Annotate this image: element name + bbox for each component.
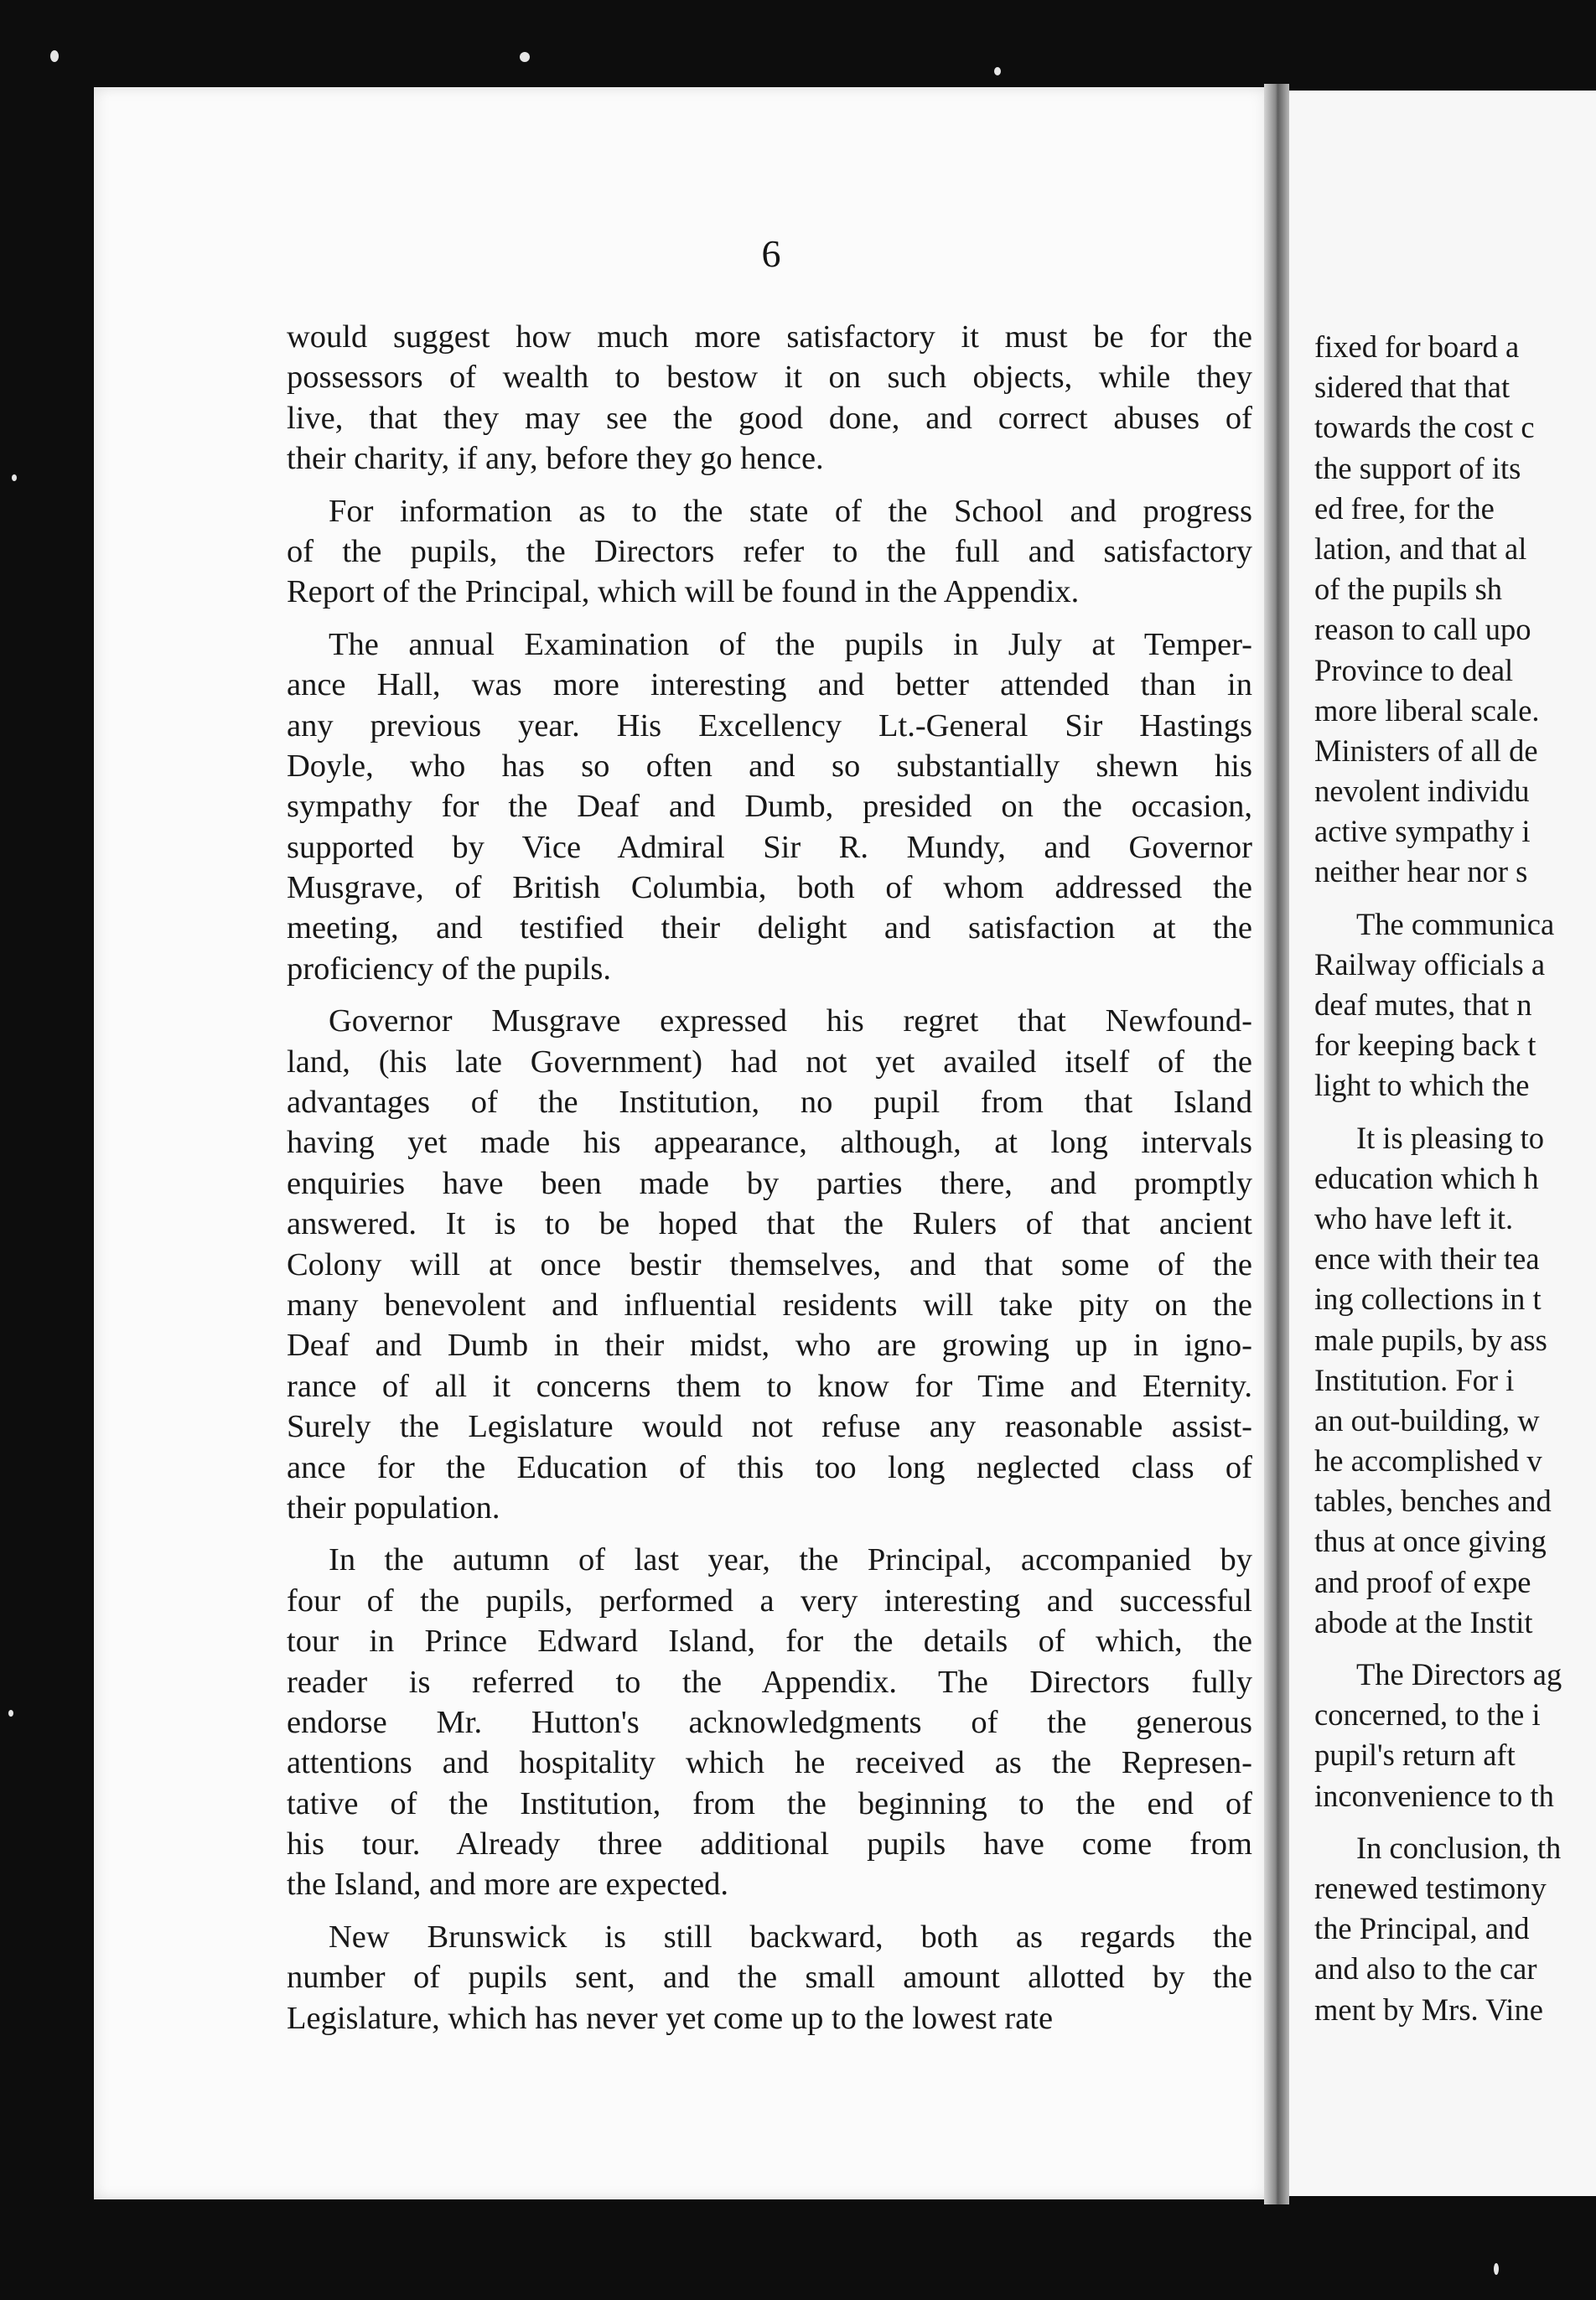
- scan-speck: [50, 50, 59, 62]
- text-line: advantages of the Institution, no pupil from that Island: [287, 1085, 1252, 1121]
- text-line: meeting, and testified their delight and satisfaction at the: [287, 910, 1252, 946]
- scan-speck: [520, 52, 530, 62]
- text-line: The communica: [1356, 906, 1555, 941]
- text-line: who have left it.: [1314, 1200, 1514, 1235]
- text-line: an out-building, w: [1314, 1402, 1540, 1438]
- text-line: land, (his late Government) had not yet availed itself of the: [287, 1044, 1252, 1080]
- text-line: answered. It is to be hoped that the Rulers of that ancient: [287, 1206, 1252, 1242]
- text-line: In conclusion, th: [1356, 1830, 1562, 1865]
- scan-speck: [994, 67, 1001, 75]
- text-line: would suggest how much more satisfactory it must be for the: [287, 319, 1252, 355]
- text-line: Deaf and Dumb in their midst, who are growing up in igno-: [287, 1328, 1252, 1364]
- text-line: renewed testimony: [1314, 1870, 1547, 1905]
- text-line: number of pupils sent, and the small amount allotted by the: [287, 1960, 1252, 1996]
- text-line: active sympathy i: [1314, 814, 1531, 849]
- text-line: pupil's return aft: [1314, 1738, 1516, 1773]
- text-line: rance of all it concerns them to know for Time and Eternity.: [287, 1368, 1252, 1404]
- text-line: Railway officials a: [1314, 946, 1546, 982]
- text-line: Report of the Principal, which will be found in the Appendix.: [287, 574, 1080, 610]
- text-line: inconvenience to th: [1314, 1778, 1554, 1813]
- text-line: New Brunswick is still backward, both as regards the: [329, 1919, 1252, 1955]
- text-line: concerned, to the i: [1314, 1697, 1541, 1733]
- text-line: It is pleasing to: [1356, 1120, 1545, 1155]
- text-line: enquiries have been made by parties there, and promptly: [287, 1165, 1252, 1201]
- text-line: supported by Vice Admiral Sir R. Mundy, and Governor: [287, 829, 1252, 865]
- text-line: For information as to the state of the School and progress: [329, 493, 1252, 529]
- text-line: ance Hall, was more interesting and better attended than in: [287, 667, 1252, 703]
- text-line: Ministers of all de: [1314, 733, 1538, 768]
- text-line: the Island, and more are expected.: [287, 1867, 728, 1903]
- right-page-text: [1314, 327, 1596, 2030]
- text-line: their charity, if any, before they go hence.: [287, 441, 824, 477]
- text-line: for keeping back t: [1314, 1028, 1536, 1063]
- text-line: sympathy for the Deaf and Dumb, presided on the occasion,: [287, 789, 1252, 825]
- text-line: lation, and that al: [1314, 531, 1527, 566]
- paragraph-gap: [287, 1905, 1252, 1917]
- text-line: any previous year. His Excellency Lt.-General Sir Hastings: [287, 707, 1252, 743]
- text-line: four of the pupils, performed a very interesting and successful: [287, 1583, 1252, 1619]
- text-line: nevolent individu: [1314, 774, 1530, 809]
- text-line: education which h: [1314, 1160, 1539, 1195]
- paragraph-gap: [287, 613, 1252, 624]
- text-line: tative of the Institution, from the beginning to the end of: [287, 1785, 1252, 1821]
- text-line: Legislature, which has never yet come up to the lowest rate: [287, 2000, 1054, 2036]
- text-line: ed free, for the: [1314, 490, 1495, 526]
- text-line: many benevolent and influential residents will take pity on the: [287, 1287, 1252, 1323]
- text-line: tour in Prince Edward Island, for the details of which, the: [287, 1624, 1252, 1660]
- scan-speck: [1494, 2263, 1499, 2275]
- text-line: their population.: [287, 1489, 500, 1526]
- text-line: the Principal, and: [1314, 1911, 1530, 1946]
- text-line: and also to the car: [1314, 1951, 1537, 1987]
- paragraph-gap: [1314, 1643, 1596, 1655]
- text-line: of the pupils, the Directors refer to the full and satisfactory: [287, 533, 1252, 569]
- book-gutter: [1264, 84, 1289, 2204]
- text-line: his tour. Already three additional pupils have come from: [287, 1826, 1252, 1862]
- text-line: ing collections in t: [1314, 1282, 1542, 1317]
- text-line: having yet made his appearance, although, at long intervals: [287, 1125, 1252, 1161]
- text-line: abode at the Instit: [1314, 1604, 1533, 1640]
- text-line: attentions and hospitality which he received as the Represen-: [287, 1745, 1252, 1781]
- scan-speck: [8, 1710, 13, 1717]
- text-line: endorse Mr. Hutton's acknowledgments of the generous: [287, 1704, 1252, 1740]
- text-line: of the pupils sh: [1314, 572, 1503, 607]
- scan-speck: [12, 474, 17, 481]
- text-line: the support of its: [1314, 450, 1521, 485]
- text-line: neither hear nor s: [1314, 854, 1528, 889]
- text-line: live, that they may see the good done, and correct abuses of: [287, 400, 1252, 436]
- text-line: reason to call upo: [1314, 612, 1531, 647]
- text-line: Colony will at once bestir themselves, and that some of the: [287, 1246, 1252, 1282]
- paragraph-gap: [287, 989, 1252, 1001]
- text-line: Institution. For i: [1314, 1362, 1515, 1397]
- text-line: sidered that that: [1314, 370, 1510, 405]
- text-line: Governor Musgrave expressed his regret that Newfound-: [329, 1003, 1252, 1039]
- text-line: more liberal scale.: [1314, 692, 1540, 728]
- text-line: thus at once giving: [1314, 1524, 1547, 1559]
- text-line: possessors of wealth to bestow it on such objects, while they: [287, 360, 1252, 396]
- text-line: Musgrave, of British Columbia, both of whom addressed the: [287, 870, 1252, 906]
- text-line: The annual Examination of the pupils in July at Temper-: [329, 626, 1252, 662]
- text-line: towards the cost c: [1314, 410, 1535, 445]
- text-line: male pupils, by ass: [1314, 1322, 1547, 1357]
- paragraph-gap: [287, 479, 1252, 491]
- left-page-text: [287, 317, 1252, 2038]
- text-line: light to which the: [1314, 1068, 1530, 1103]
- paragraph-gap: [1314, 893, 1596, 904]
- text-line: Doyle, who has so often and so substantially shewn his: [287, 748, 1252, 784]
- text-line: tables, benches and: [1314, 1484, 1552, 1519]
- page-number: 6: [761, 232, 781, 275]
- text-line: and proof of expe: [1314, 1564, 1531, 1599]
- paragraph-gap: [1314, 1816, 1596, 1828]
- text-line: Surely the Legislature would not refuse any reasonable assist-: [287, 1409, 1252, 1445]
- text-line: Province to deal: [1314, 652, 1514, 687]
- text-line: he accomplished v: [1314, 1443, 1542, 1479]
- paragraph-gap: [287, 1528, 1252, 1540]
- text-line: ance for the Education of this too long neglected class of: [287, 1449, 1252, 1485]
- text-line: The Directors ag: [1356, 1657, 1562, 1691]
- paragraph-gap: [1314, 1106, 1596, 1118]
- text-line: ence with their tea: [1314, 1241, 1540, 1277]
- text-line: proficiency of the pupils.: [287, 951, 612, 987]
- text-line: ment by Mrs. Vine: [1314, 1992, 1543, 2027]
- text-line: In the autumn of last year, the Principal, accompanied by: [329, 1542, 1252, 1578]
- text-line: reader is referred to the Appendix. The Directors fully: [287, 1664, 1252, 1700]
- text-line: deaf mutes, that n: [1314, 987, 1532, 1022]
- text-line: fixed for board a: [1314, 329, 1520, 364]
